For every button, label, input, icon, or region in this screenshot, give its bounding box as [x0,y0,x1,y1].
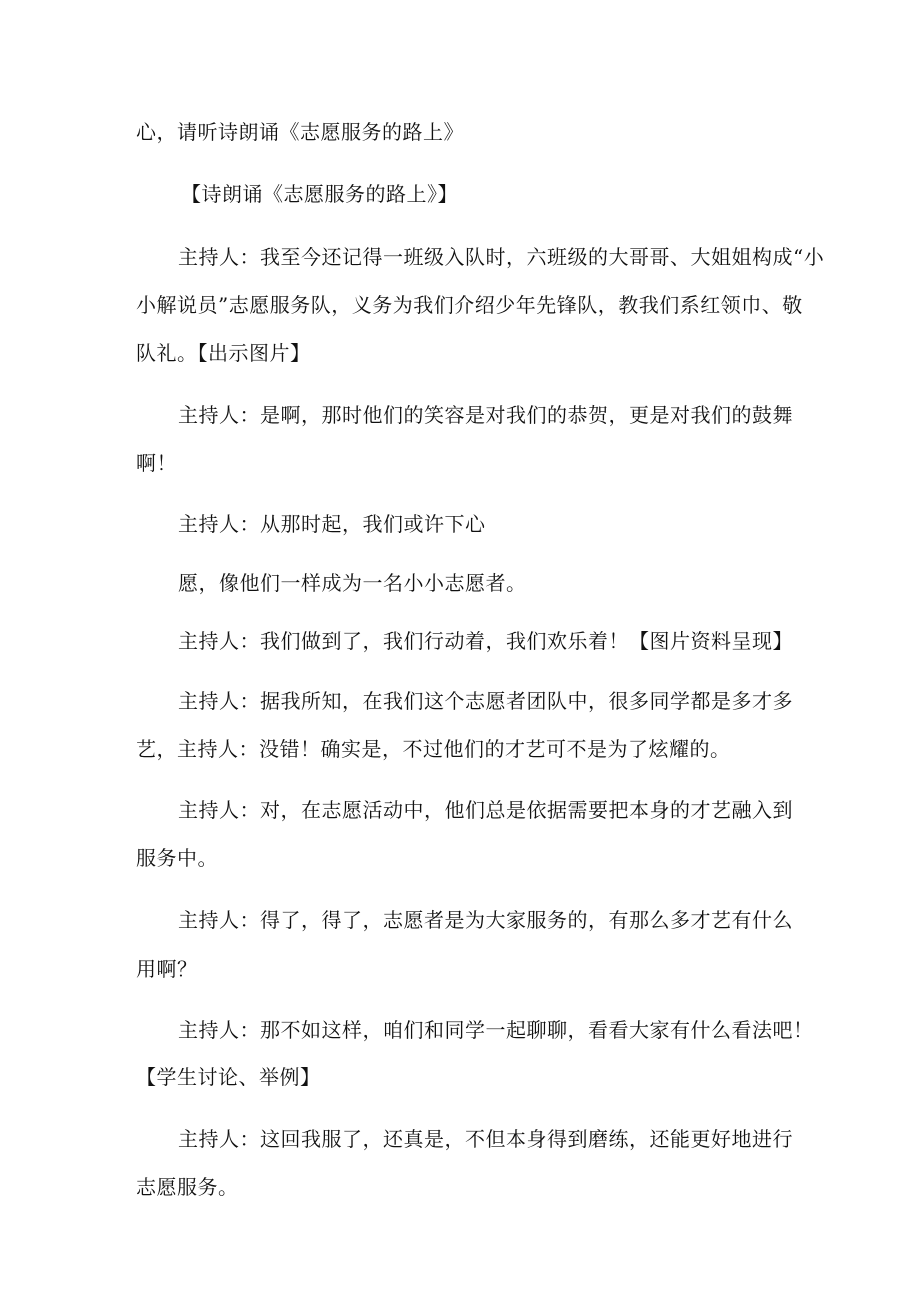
text-line: 心，请听诗朗诵《志愿服务的路上》 [136,120,464,144]
text-line: 主持人：这回我服了，还真是，不但本身得到磨练，还能更好地进行 [178,1127,793,1151]
poem-note: 【诗朗诵《志愿服务的路上》】 [181,182,458,206]
text-line: 主持人：得了，得了，志愿者是为大家服务的，有那么多才艺有什么 [178,908,793,932]
text-line: 主持人：据我所知，在我们这个志愿者团队中，很多同学都是多才多 [178,689,793,713]
text-line: 主持人：我至今还记得一班级入队时，六班级的大哥哥、大姐姐构成“小 [178,245,825,269]
text-line: 啊！ [136,451,177,475]
text-line: 主持人：那不如这样，咱们和同学一起聊聊，看看大家有什么看法吧！ [178,1018,814,1042]
text-line: 主持人：对，在志愿活动中，他们总是依据需要把本身的才艺融入到 [178,798,793,822]
text-line: 用啊？ [136,957,198,981]
text-line: 小解说员”志愿服务队，义务为我们介绍少年先锋队，教我们系红领巾、敬 [136,293,803,317]
text-line: 服务中。 [136,846,218,870]
text-line: 志愿服务。 [136,1175,239,1199]
text-line: 愿，像他们一样成为一名小小志愿者。 [178,571,527,595]
text-line: 艺，主持人：没错！确实是，不过他们的才艺可不是为了炫耀的。 [136,737,731,761]
text-line: 主持人：我们做到了，我们行动着，我们欢乐着！【图片资料呈现】 [178,629,793,653]
text-line: 主持人：从那时起，我们或许下心 [178,512,486,536]
text-line: 主持人：是啊，那时他们的笑容是对我们的恭贺，更是对我们的鼓舞 [178,403,793,427]
text-line: 队礼。【出示图片】 [136,341,311,365]
discussion-note: 【学生讨论、举例】 [136,1065,321,1089]
